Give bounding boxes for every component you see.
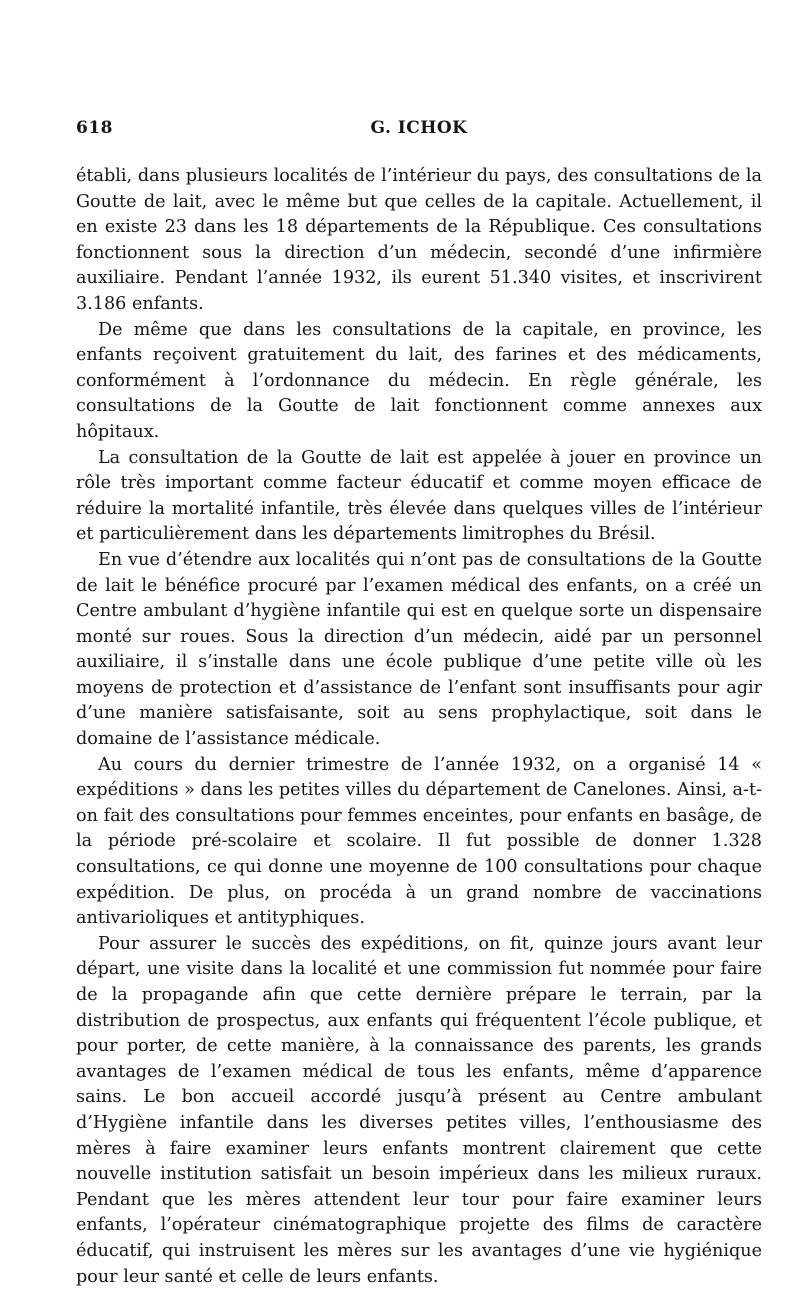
body-text (76, 164, 762, 1290)
page-number: 618 (76, 118, 113, 138)
running-head (76, 118, 762, 142)
running-title: G. ICHOK (370, 118, 468, 138)
paragraph: La consultation de la Goutte de lait est appelée à jouer en province un rôle très important comme facteur éducatif et comme moyen efficace de réduire la mortalité infantile, très élevée dans quelques villes de l’intérieur et particulièrement dans les départements limitrophes du Brésil. (76, 447, 762, 545)
book-page (76, 118, 762, 1290)
paragraph: Pour assurer le succès des expéditions, on fit, quinze jours avant leur départ, une visite dans la localité et une commission fut nommée pour faire de la propagande afin que cette dernière prépare le terrain, par la distribution de prospectus, aux enfants qui fréquentent l’école publique, et pour porter, de cette manière, à la connaissance des parents, les grands avantages de l’examen médical de tous les enfants, même d’apparence sains. Le bon accueil accordé jusqu’à présent au Centre ambulant d’Hygiène infantile dans les diverses petites villes, l’enthousiasme des mères à faire examiner leurs enfants montrent clairement que cette nouvelle institution satisfait un besoin impérieux dans les milieux ruraux. Pendant que les mères attendent leur tour pour faire examiner leurs enfants, l’opérateur cinématographique projette des films de caractère éducatif, qui instruisent les mères sur les avantages d’une vie hygiénique pour leur santé et celle de leurs enfants. (76, 933, 762, 1287)
paragraph: De même que dans les consultations de la capitale, en province, les enfants reçoivent gratuitement du lait, des farines et des médicaments, conformément à l’ordonnance du médecin. En règle générale, les consultations de la Goutte de lait fonctionnent comme annexes aux hôpitaux. (76, 319, 762, 442)
paragraph: En vue d’étendre aux localités qui n’ont pas de consultations de la Goutte de lait le bénéfice procuré par l’examen médical des enfants, on a créé un Centre ambulant d’hygiène infantile qui est en quelque sorte un dispensaire monté sur roues. Sous la direction d’un médecin, aidé par un personnel auxiliaire, il s’installe dans une école publique d’une petite ville où les moyens de protection et d’assistance de l’enfant sont insuffisants pour agir d’une manière satisfaisante, soit au sens prophylactique, soit dans le domaine de l’assistance médicale. (76, 549, 762, 750)
paragraph: Au cours du dernier trimestre de l’année 1932, on a organisé 14 « expéditions » dans les petites villes du département de Canelones. Ainsi, a-t-on fait des consultations pour femmes enceintes, pour enfants en basâge, de la période pré-scolaire et scolaire. Il fut possible de donner 1.328 consultations, ce qui donne une moyenne de 100 consultations pour chaque expédition. De plus, on procéda à un grand nombre de vaccinations antivarioliques et antityphiques. (76, 754, 762, 929)
paragraph-continued: établi, dans plusieurs localités de l’intérieur du pays, des consultations de la Goutte de lait, avec le même but que celles de la capitale. Actuellement, il en existe 23 dans les 18 départements de la République. Ces consultations fonctionnent sous la direction d’un médecin, secondé d’une infirmière auxiliaire. Pendant l’année 1932, ils eurent 51.340 visites, et inscrivirent 3.186 enfants. (76, 166, 762, 314)
